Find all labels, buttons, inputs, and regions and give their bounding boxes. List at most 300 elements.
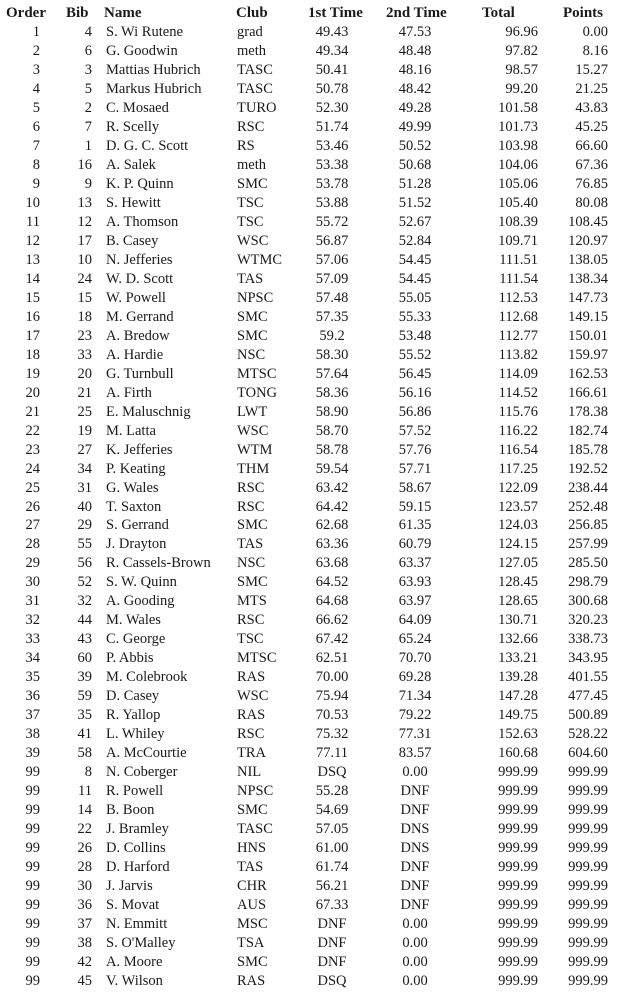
- cell-club: NPSC: [237, 783, 274, 800]
- cell-club: NSC: [237, 346, 266, 363]
- cell-first-time: 53.46: [315, 137, 349, 154]
- cell-second-time: 47.53: [398, 24, 432, 40]
- cell-points: 178.38: [568, 403, 608, 420]
- cell-bib: 29: [77, 517, 92, 534]
- cell-order: 32: [25, 612, 40, 629]
- cell-bib: 52: [77, 574, 92, 591]
- cell-bib: 45: [77, 973, 92, 989]
- cell-order: 99: [25, 878, 40, 895]
- cell-first-time: 49.34: [315, 42, 349, 59]
- cell-name: M. Latta: [106, 422, 156, 439]
- cell-total: 999.99: [498, 859, 538, 876]
- cell-order: 99: [25, 897, 40, 914]
- table-row: [0, 630, 637, 649]
- cell-order: 3: [32, 61, 40, 78]
- table-row: [0, 232, 637, 251]
- cell-bib: 58: [77, 745, 92, 762]
- cell-name: D. Casey: [106, 688, 160, 705]
- cell-bib: 43: [77, 631, 92, 648]
- table-row: [0, 877, 637, 896]
- cell-total: 116.22: [498, 422, 538, 439]
- cell-second-time: 54.45: [398, 270, 432, 287]
- cell-second-time: 57.52: [398, 422, 432, 439]
- table-row: [0, 972, 637, 991]
- table-row: [0, 801, 637, 820]
- cell-points: 999.99: [568, 878, 608, 895]
- cell-name: D. Collins: [106, 840, 166, 857]
- cell-club: WSC: [237, 232, 269, 249]
- cell-club: RS: [237, 137, 255, 154]
- cell-second-time: 64.09: [398, 612, 432, 629]
- cell-total: 999.99: [498, 783, 538, 800]
- cell-name: A. Thomson: [106, 213, 179, 230]
- cell-second-time: 63.97: [398, 593, 432, 610]
- cell-total: 115.76: [498, 403, 538, 420]
- cell-club: TAS: [237, 536, 264, 553]
- cell-club: TSC: [237, 213, 264, 230]
- cell-second-time: 53.48: [398, 327, 432, 344]
- cell-first-time: 57.09: [315, 270, 349, 287]
- cell-name: D. G. C. Scott: [106, 137, 189, 154]
- cell-second-time: 65.24: [398, 631, 432, 648]
- table-row: [0, 384, 637, 403]
- table-row: [0, 573, 637, 592]
- cell-bib: 20: [77, 365, 92, 382]
- cell-club: MTS: [237, 593, 267, 610]
- cell-first-time: 63.36: [315, 536, 349, 553]
- cell-club: TURO: [237, 99, 277, 116]
- cell-first-time: 75.94: [315, 688, 349, 705]
- cell-total: 999.99: [498, 916, 538, 933]
- cell-bib: 16: [77, 156, 92, 173]
- table-row: [0, 346, 637, 365]
- cell-first-time: 57.06: [315, 251, 349, 268]
- cell-total: 112.68: [498, 308, 538, 325]
- cell-total: 124.03: [498, 517, 538, 534]
- cell-club: WTM: [237, 441, 273, 458]
- cell-bib: 34: [77, 460, 92, 477]
- cell-club: WTMC: [237, 251, 283, 268]
- cell-second-time: 56.16: [398, 384, 432, 401]
- cell-name: A. Salek: [106, 156, 156, 173]
- cell-total: 97.82: [505, 42, 538, 59]
- cell-name: S. W. Quinn: [106, 574, 177, 591]
- table-row: [0, 820, 637, 839]
- cell-order: 7: [32, 137, 40, 154]
- table-row: [0, 687, 637, 706]
- cell-second-time: 50.68: [398, 156, 432, 173]
- cell-bib: 10: [77, 251, 92, 268]
- cell-bib: 37: [77, 916, 92, 933]
- cell-second-time: 83.57: [398, 745, 432, 762]
- cell-club: SMC: [237, 574, 268, 591]
- cell-club: RSC: [237, 612, 265, 629]
- cell-bib: 17: [77, 232, 92, 249]
- cell-total: 112.77: [498, 327, 538, 344]
- cell-bib: 38: [77, 935, 92, 952]
- table-row: [0, 213, 637, 232]
- cell-first-time: DSQ: [317, 764, 347, 781]
- table-row: [0, 554, 637, 573]
- cell-club: TRA: [237, 745, 266, 762]
- header-name: Name: [104, 5, 142, 21]
- cell-club: TSC: [237, 194, 264, 211]
- cell-bib: 27: [77, 441, 92, 458]
- cell-club: SMC: [237, 802, 268, 819]
- table-row: [0, 649, 637, 668]
- table-row: [0, 270, 637, 289]
- cell-bib: 44: [77, 612, 92, 629]
- cell-bib: 25: [77, 403, 92, 420]
- cell-name: G. Wales: [106, 479, 159, 496]
- cell-points: 182.74: [568, 422, 608, 439]
- cell-club: RAS: [237, 669, 266, 686]
- cell-name: A. Firth: [106, 384, 152, 401]
- cell-order: 4: [32, 80, 40, 97]
- cell-name: W. Powell: [106, 289, 166, 306]
- cell-second-time: 0.00: [402, 954, 428, 971]
- cell-second-time: 49.99: [398, 118, 432, 135]
- cell-points: 500.89: [568, 707, 608, 724]
- cell-points: 257.99: [568, 536, 608, 553]
- cell-name: B. Boon: [106, 802, 155, 819]
- cell-club: meth: [237, 156, 266, 173]
- table-row: [0, 137, 637, 156]
- table-row: [0, 782, 637, 801]
- cell-order: 22: [25, 422, 40, 439]
- cell-total: 133.21: [498, 650, 538, 667]
- cell-first-time: 51.74: [315, 118, 349, 135]
- cell-second-time: 77.31: [398, 726, 432, 743]
- cell-second-time: 55.05: [398, 289, 432, 306]
- cell-name: G. Turnbull: [106, 365, 174, 382]
- cell-name: S. O'Malley: [106, 935, 176, 952]
- cell-club: RAS: [237, 707, 266, 724]
- cell-points: 162.53: [568, 365, 608, 382]
- cell-points: 999.99: [568, 840, 608, 857]
- cell-club: SMC: [237, 308, 268, 325]
- table-row: [0, 118, 637, 137]
- cell-club: AUS: [237, 897, 267, 914]
- cell-points: 999.99: [568, 897, 608, 914]
- cell-bib: 2: [84, 99, 92, 116]
- cell-name: Markus Hubrich: [106, 80, 202, 97]
- cell-first-time: 67.42: [315, 631, 349, 648]
- cell-second-time: 79.22: [398, 707, 432, 724]
- cell-club: TAS: [237, 859, 264, 876]
- cell-second-time: 63.93: [398, 574, 432, 591]
- cell-name: R. Powell: [106, 783, 164, 800]
- table-row: [0, 896, 637, 915]
- cell-bib: 40: [77, 498, 92, 515]
- cell-name: N. Jefferies: [106, 251, 173, 268]
- cell-points: 604.60: [568, 745, 608, 762]
- cell-points: 15.27: [575, 61, 608, 78]
- cell-order: 36: [25, 688, 40, 705]
- cell-order: 12: [25, 232, 40, 249]
- cell-first-time: 59.2: [319, 327, 345, 344]
- cell-second-time: 57.76: [398, 441, 432, 458]
- cell-bib: 39: [77, 669, 92, 686]
- cell-order: 9: [32, 175, 40, 192]
- cell-points: 147.73: [568, 289, 608, 306]
- table-row: [0, 953, 637, 972]
- cell-total: 999.99: [498, 897, 538, 914]
- cell-order: 99: [25, 916, 40, 933]
- cell-first-time: 67.33: [315, 897, 349, 914]
- cell-points: 999.99: [568, 821, 608, 838]
- cell-order: 99: [25, 859, 40, 876]
- cell-club: SMC: [237, 954, 268, 971]
- cell-second-time: 0.00: [402, 973, 428, 989]
- cell-first-time: 55.72: [315, 213, 349, 230]
- cell-bib: 36: [77, 897, 92, 914]
- cell-total: 999.99: [498, 840, 538, 857]
- cell-total: 149.75: [498, 707, 538, 724]
- cell-total: 999.99: [498, 764, 538, 781]
- cell-name: C. George: [106, 631, 166, 648]
- cell-order: 10: [25, 194, 40, 211]
- cell-points: 67.36: [575, 156, 608, 173]
- cell-total: 105.06: [498, 175, 538, 192]
- cell-bib: 18: [77, 308, 92, 325]
- cell-total: 123.57: [498, 498, 538, 515]
- cell-order: 35: [25, 669, 40, 686]
- cell-second-time: DNF: [400, 878, 430, 895]
- cell-points: 0.00: [582, 24, 608, 40]
- cell-bib: 56: [77, 555, 92, 572]
- cell-points: 256.85: [568, 517, 608, 534]
- cell-second-time: DNF: [400, 802, 430, 819]
- cell-points: 999.99: [568, 783, 608, 800]
- cell-bib: 28: [77, 859, 92, 876]
- cell-points: 76.85: [575, 175, 608, 192]
- cell-total: 99.20: [505, 80, 538, 97]
- cell-club: RSC: [237, 118, 265, 135]
- cell-second-time: 0.00: [402, 916, 428, 933]
- cell-first-time: 58.30: [315, 346, 349, 363]
- cell-bib: 32: [77, 593, 92, 610]
- cell-order: 30: [25, 574, 40, 591]
- cell-name: A. Gooding: [106, 593, 175, 610]
- cell-second-time: 0.00: [402, 935, 428, 952]
- cell-points: 999.99: [568, 859, 608, 876]
- cell-order: 14: [25, 270, 40, 287]
- cell-total: 160.68: [498, 745, 538, 762]
- cell-second-time: 55.52: [398, 346, 432, 363]
- cell-first-time: DNF: [317, 916, 347, 933]
- cell-bib: 21: [77, 384, 92, 401]
- cell-second-time: 48.16: [398, 61, 432, 78]
- cell-points: 45.25: [575, 118, 608, 135]
- cell-points: 300.68: [568, 593, 608, 610]
- cell-club: LWT: [237, 403, 268, 420]
- cell-bib: 19: [77, 422, 92, 439]
- cell-bib: 42: [77, 954, 92, 971]
- cell-bib: 13: [77, 194, 92, 211]
- table-row: [0, 915, 637, 934]
- cell-second-time: 50.52: [398, 137, 432, 154]
- cell-club: meth: [237, 42, 266, 59]
- cell-club: RSC: [237, 726, 265, 743]
- cell-total: 999.99: [498, 802, 538, 819]
- cell-bib: 41: [77, 726, 92, 743]
- cell-name: R. Yallop: [106, 707, 161, 724]
- cell-first-time: 58.90: [315, 403, 349, 420]
- cell-second-time: 56.45: [398, 365, 432, 382]
- cell-points: 43.83: [575, 99, 608, 116]
- cell-name: S. Gerrand: [106, 517, 169, 534]
- cell-order: 16: [25, 308, 40, 325]
- cell-points: 238.44: [568, 479, 608, 496]
- cell-first-time: 53.88: [315, 194, 349, 211]
- table-header: [0, 4, 637, 23]
- cell-name: M. Colebrook: [106, 669, 188, 686]
- cell-points: 149.15: [568, 308, 608, 325]
- cell-name: N. Coberger: [106, 764, 178, 781]
- cell-points: 999.99: [568, 916, 608, 933]
- cell-second-time: DNF: [400, 783, 430, 800]
- cell-club: SMC: [237, 517, 268, 534]
- cell-total: 114.52: [498, 384, 538, 401]
- cell-total: 101.58: [498, 99, 538, 116]
- cell-order: 11: [26, 213, 40, 230]
- cell-first-time: 57.64: [315, 365, 349, 382]
- cell-bib: 35: [77, 707, 92, 724]
- cell-first-time: 49.43: [315, 24, 349, 40]
- cell-order: 25: [25, 479, 40, 496]
- cell-total: 111.51: [499, 251, 538, 268]
- cell-club: SMC: [237, 175, 268, 192]
- cell-total: 147.28: [498, 688, 538, 705]
- cell-second-time: 58.67: [398, 479, 432, 496]
- header-first-time: 1st Time: [308, 5, 363, 21]
- cell-bib: 9: [84, 175, 92, 192]
- cell-order: 15: [25, 289, 40, 306]
- cell-second-time: 48.48: [398, 42, 432, 59]
- cell-first-time: 53.38: [315, 156, 349, 173]
- cell-first-time: 54.69: [315, 802, 349, 819]
- cell-total: 101.73: [498, 118, 538, 135]
- cell-club: NIL: [237, 764, 262, 781]
- cell-second-time: 61.35: [398, 517, 432, 534]
- cell-order: 17: [25, 327, 40, 344]
- cell-order: 37: [25, 707, 40, 724]
- cell-club: WSC: [237, 688, 269, 705]
- cell-club: TONG: [237, 384, 278, 401]
- cell-first-time: 50.78: [315, 80, 349, 97]
- cell-order: 99: [25, 821, 40, 838]
- cell-total: 132.66: [498, 631, 538, 648]
- table-row: [0, 668, 637, 687]
- cell-total: 999.99: [498, 878, 538, 895]
- cell-order: 27: [25, 517, 40, 534]
- cell-total: 127.05: [498, 555, 538, 572]
- cell-total: 999.99: [498, 821, 538, 838]
- cell-name: J. Bramley: [106, 821, 169, 838]
- cell-order: 99: [25, 802, 40, 819]
- cell-name: N. Emmitt: [106, 916, 168, 933]
- cell-club: WSC: [237, 422, 269, 439]
- cell-second-time: 52.84: [398, 232, 432, 249]
- cell-bib: 22: [77, 821, 92, 838]
- cell-points: 150.01: [568, 327, 608, 344]
- cell-total: 113.82: [498, 346, 538, 363]
- table-row: [0, 460, 637, 479]
- cell-points: 138.05: [568, 251, 608, 268]
- cell-order: 29: [25, 555, 40, 572]
- table-row: [0, 744, 637, 763]
- cell-first-time: DSQ: [317, 973, 347, 989]
- cell-name: S. Movat: [106, 897, 160, 914]
- cell-bib: 24: [77, 270, 92, 287]
- table-row: [0, 535, 637, 554]
- cell-first-time: 61.74: [315, 859, 349, 876]
- table-row: [0, 327, 637, 346]
- cell-first-time: 56.87: [315, 232, 349, 249]
- cell-points: 343.95: [568, 650, 608, 667]
- cell-second-time: 0.00: [402, 764, 428, 781]
- cell-name: Mattias Hubrich: [106, 61, 201, 78]
- table-row: [0, 858, 637, 877]
- cell-second-time: 69.28: [398, 669, 432, 686]
- cell-points: 8.16: [582, 42, 608, 59]
- cell-club: NSC: [237, 555, 266, 572]
- cell-order: 99: [25, 783, 40, 800]
- table-row: [0, 441, 637, 460]
- table-row: [0, 763, 637, 782]
- cell-order: 24: [25, 460, 40, 477]
- cell-name: J. Jarvis: [106, 878, 153, 895]
- cell-second-time: DNS: [400, 840, 430, 857]
- table-row: [0, 23, 637, 42]
- cell-bib: 3: [84, 61, 92, 78]
- cell-name: V. Wilson: [106, 973, 163, 989]
- cell-points: 338.73: [568, 631, 608, 648]
- cell-second-time: 51.52: [398, 194, 432, 211]
- cell-order: 99: [25, 764, 40, 781]
- cell-order: 20: [25, 384, 40, 401]
- cell-bib: 12: [77, 213, 92, 230]
- cell-first-time: 56.21: [315, 878, 349, 895]
- cell-total: 111.54: [499, 270, 538, 287]
- cell-points: 185.78: [568, 441, 608, 458]
- cell-second-time: DNS: [400, 821, 430, 838]
- cell-points: 285.50: [568, 555, 608, 572]
- cell-name: B. Casey: [106, 232, 159, 249]
- cell-second-time: 54.45: [398, 251, 432, 268]
- cell-club: MTSC: [237, 650, 277, 667]
- table-row: [0, 308, 637, 327]
- cell-club: RSC: [237, 479, 265, 496]
- cell-second-time: DNF: [400, 897, 430, 914]
- table-row: [0, 175, 637, 194]
- cell-first-time: 62.51: [315, 650, 349, 667]
- cell-first-time: 55.28: [315, 783, 349, 800]
- cell-name: K. Jefferies: [106, 441, 173, 458]
- cell-club: RAS: [237, 973, 266, 989]
- cell-first-time: 57.35: [315, 308, 349, 325]
- cell-total: 999.99: [498, 935, 538, 952]
- cell-club: TASC: [237, 821, 273, 838]
- cell-first-time: 57.05: [315, 821, 349, 838]
- cell-points: 999.99: [568, 954, 608, 971]
- cell-points: 159.97: [568, 346, 608, 363]
- cell-points: 320.23: [568, 612, 608, 629]
- table-row: [0, 725, 637, 744]
- cell-second-time: 49.28: [398, 99, 432, 116]
- header-order: Order: [6, 5, 46, 21]
